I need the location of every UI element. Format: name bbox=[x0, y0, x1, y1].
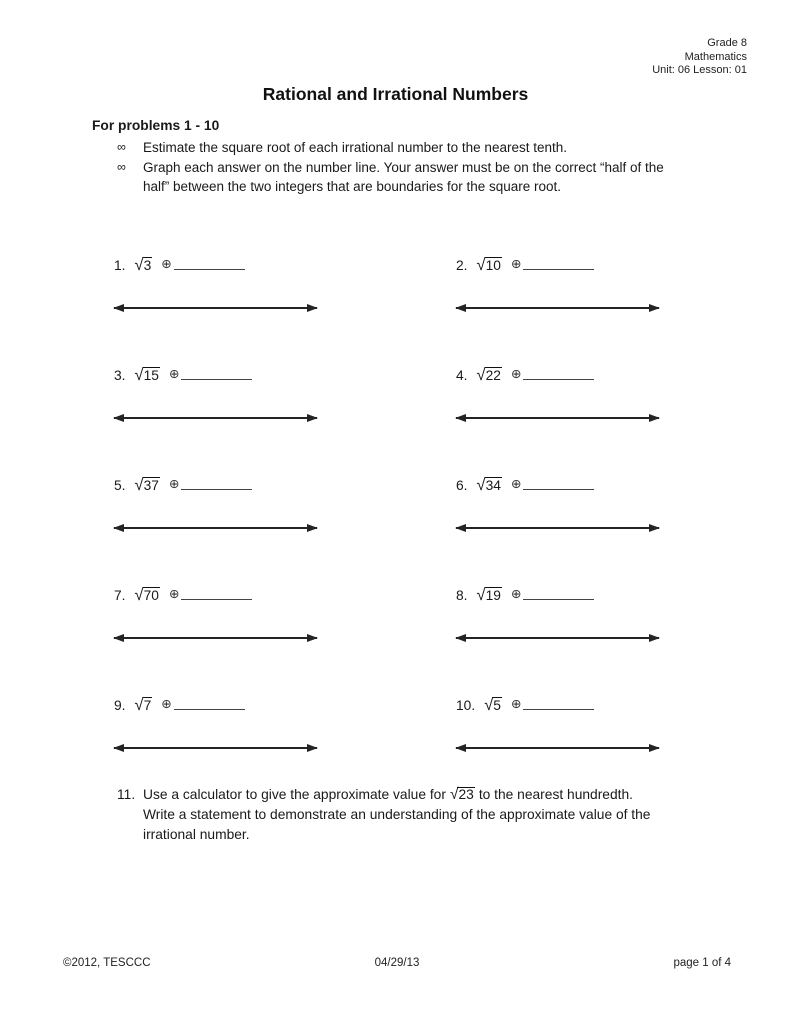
radicand: 19 bbox=[485, 588, 501, 603]
sqrt-expression bbox=[484, 698, 502, 713]
approx-symbol: ⊕ bbox=[161, 697, 172, 711]
problem-label bbox=[456, 690, 776, 714]
approx-symbol: ⊕ bbox=[510, 367, 522, 381]
problem-number: 1. bbox=[114, 258, 126, 273]
number-line bbox=[456, 527, 659, 529]
answer-blank bbox=[523, 255, 594, 270]
sqrt-expression bbox=[135, 698, 153, 713]
radical-sign: √ bbox=[476, 586, 486, 604]
approx-symbol: ⊕ bbox=[161, 257, 172, 271]
problems-grid bbox=[114, 250, 776, 800]
problem-label bbox=[456, 360, 776, 384]
problem-11-text bbox=[143, 785, 662, 845]
radical-sign: √ bbox=[134, 476, 144, 494]
number-line bbox=[114, 417, 317, 419]
sqrt-expression bbox=[135, 368, 160, 383]
problem-number: 8. bbox=[456, 588, 468, 603]
problem-9 bbox=[114, 690, 456, 800]
approx-symbol: ⊕ bbox=[168, 477, 180, 491]
radicand: 10 bbox=[485, 258, 501, 273]
approx-symbol: ⊕ bbox=[168, 587, 180, 601]
answer-blank bbox=[523, 475, 594, 490]
radicand: 70 bbox=[143, 588, 159, 603]
bullet-list bbox=[117, 138, 678, 197]
problem-number: 3. bbox=[114, 368, 126, 383]
approx-symbol: ⊕ bbox=[168, 367, 180, 381]
sqrt-expression bbox=[477, 368, 502, 383]
bullet-item bbox=[117, 158, 678, 197]
radical-sign: √ bbox=[449, 786, 459, 803]
problem-11 bbox=[117, 785, 662, 845]
problem-2 bbox=[456, 250, 776, 360]
problem-5 bbox=[114, 470, 456, 580]
number-line bbox=[114, 307, 317, 309]
sqrt-expression bbox=[135, 478, 160, 493]
radical-sign: √ bbox=[134, 696, 144, 714]
problem-label bbox=[456, 580, 776, 604]
problem-11-text-before: Use a calculator to give the approximate value for bbox=[143, 787, 446, 802]
approx-symbol: ⊕ bbox=[510, 697, 522, 711]
problem-number: 4. bbox=[456, 368, 468, 383]
intro-section bbox=[92, 118, 678, 197]
infinity-bullet-icon: ∞ bbox=[117, 140, 126, 154]
problem-label bbox=[456, 470, 776, 494]
problem-10 bbox=[456, 690, 776, 800]
problem-number: 6. bbox=[456, 478, 468, 493]
approx-symbol: ⊕ bbox=[510, 257, 522, 271]
answer-blank bbox=[174, 255, 245, 270]
header-meta bbox=[652, 37, 747, 78]
number-line bbox=[456, 747, 659, 749]
problem-1 bbox=[114, 250, 456, 360]
answer-blank bbox=[174, 695, 245, 710]
radical-sign: √ bbox=[134, 256, 144, 274]
radicand: 3 bbox=[143, 258, 152, 273]
radical-sign: √ bbox=[134, 586, 144, 604]
approx-symbol: ⊕ bbox=[510, 477, 522, 491]
radicand: 37 bbox=[143, 478, 159, 493]
sqrt-expression bbox=[477, 258, 502, 273]
footer-date: 04/29/13 bbox=[374, 957, 420, 969]
radical-sign: √ bbox=[476, 476, 486, 494]
bullet-text: Estimate the square root of each irrational number to the nearest tenth. bbox=[143, 140, 567, 155]
problem-label bbox=[114, 470, 456, 494]
header-unit-lesson: Unit: 06 Lesson: 01 bbox=[652, 64, 747, 76]
approx-symbol: ⊕ bbox=[510, 587, 522, 601]
problem-label bbox=[456, 250, 776, 274]
number-line bbox=[456, 307, 659, 309]
problem-11-text-after: to the nearest hundredth. Write a statement to demonstrate an understanding of the approximate value of the irrational number. bbox=[143, 787, 651, 842]
radical-sign: √ bbox=[484, 696, 494, 714]
number-line bbox=[114, 637, 317, 639]
radicand: 15 bbox=[143, 368, 159, 383]
sqrt-expression bbox=[135, 258, 153, 273]
infinity-bullet-icon: ∞ bbox=[117, 159, 126, 174]
number-line bbox=[114, 747, 317, 749]
problem-7 bbox=[114, 580, 456, 690]
problem-4 bbox=[456, 360, 776, 470]
problem-3 bbox=[114, 360, 456, 470]
radical-sign: √ bbox=[134, 366, 144, 384]
radicand: 34 bbox=[485, 478, 501, 493]
problem-number: 10. bbox=[456, 698, 476, 713]
bullet-item bbox=[117, 138, 678, 158]
answer-blank bbox=[523, 695, 594, 710]
header-grade: Grade 8 bbox=[707, 37, 747, 49]
answer-blank bbox=[523, 365, 594, 380]
problem-number: 7. bbox=[114, 588, 126, 603]
problem-number: 9. bbox=[114, 698, 126, 713]
sqrt-expression bbox=[477, 588, 502, 603]
problem-label bbox=[114, 250, 456, 274]
problem-label bbox=[114, 360, 456, 384]
header-subject: Mathematics bbox=[684, 50, 747, 63]
problem-label bbox=[114, 580, 456, 604]
problem-number: 11. bbox=[117, 787, 136, 802]
answer-blank bbox=[181, 365, 252, 380]
intro-heading: For problems 1 - 10 bbox=[92, 118, 220, 133]
bullet-text: Graph each answer on the number line. Your answer must be on the correct “half of the half” between the two integers that are boundaries for the square root. bbox=[143, 159, 664, 194]
sqrt-expression bbox=[477, 478, 502, 493]
problem-label bbox=[114, 690, 456, 714]
footer-copyright: ©2012, TESCCC bbox=[63, 957, 151, 969]
radical-sign: √ bbox=[476, 366, 486, 384]
number-line bbox=[456, 417, 659, 419]
page-footer bbox=[63, 957, 731, 969]
radicand: 22 bbox=[485, 368, 501, 383]
problem-8 bbox=[456, 580, 776, 690]
page-title: Rational and Irrational Numbers bbox=[262, 84, 529, 104]
problem-6 bbox=[456, 470, 776, 580]
radicand: 23 bbox=[458, 787, 474, 802]
sqrt-expression bbox=[450, 787, 475, 802]
radicand: 5 bbox=[493, 698, 501, 713]
radicand: 7 bbox=[143, 698, 152, 713]
sqrt-expression bbox=[135, 588, 160, 603]
answer-blank bbox=[181, 585, 252, 600]
number-line bbox=[114, 527, 317, 529]
problem-number: 5. bbox=[114, 478, 126, 493]
problem-number: 2. bbox=[456, 258, 468, 273]
radical-sign: √ bbox=[476, 256, 486, 274]
answer-blank bbox=[523, 585, 594, 600]
answer-blank bbox=[181, 475, 252, 490]
footer-page-number: page 1 of 4 bbox=[673, 957, 732, 969]
number-line bbox=[456, 637, 659, 639]
